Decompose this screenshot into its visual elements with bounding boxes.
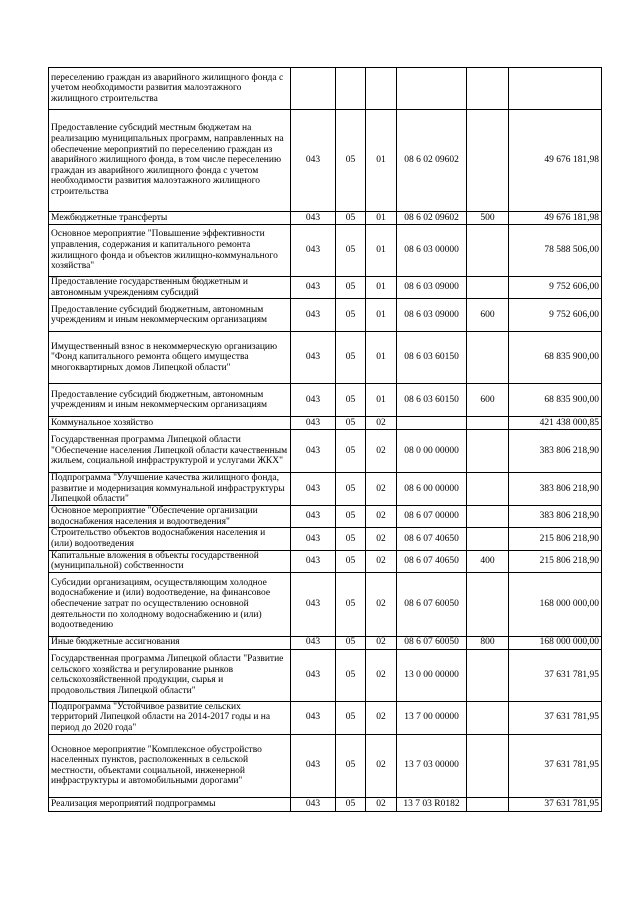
row-article-code: 08 6 03 00000 [397,225,467,277]
row-ministry-code: 043 [291,649,336,701]
table-row [49,701,602,734]
row-article-code: 13 7 03 R0182 [397,797,467,811]
row-name: Подпрограмма "Устойчивое развитие сельских территорий Липецкой области на 2014-2017 годы и на период до 2020 года" [49,701,291,734]
row-amount: 168 000 000,00 [509,572,602,636]
row-article-code: 08 6 02 09602 [397,110,467,212]
row-ministry-code: 043 [291,506,336,528]
row-article-code: 08 6 03 60150 [397,384,467,417]
table-row [49,636,602,649]
row-expense-type-code: 800 [467,636,509,649]
table-row [49,384,602,417]
row-expense-type-code [467,528,509,550]
row-subsection-code: 02 [366,506,397,528]
table-row [49,550,602,572]
row-expense-type-code [467,225,509,277]
row-expense-type-code [467,110,509,212]
row-amount: 383 806 218,90 [509,430,602,473]
row-amount [509,68,602,110]
row-amount: 78 588 506,00 [509,225,602,277]
row-expense-type-code [467,417,509,430]
table-row [49,430,602,473]
row-section-code: 05 [336,797,366,811]
table-row [49,212,602,225]
row-expense-type-code [467,649,509,701]
row-article-code: 08 6 07 60050 [397,636,467,649]
row-name: Предоставление субсидий бюджетным, автономным учреждениям и иным некоммерческим организациям [49,299,291,332]
row-section-code: 05 [336,528,366,550]
row-subsection-code: 02 [366,572,397,636]
row-expense-type-code [467,277,509,299]
row-amount: 215 806 218,90 [509,550,602,572]
row-expense-type-code [467,332,509,384]
row-expense-type-code: 600 [467,384,509,417]
row-subsection-code: 02 [366,473,397,506]
row-article-code: 08 6 03 60150 [397,332,467,384]
table-body [49,68,602,812]
row-expense-type-code: 400 [467,550,509,572]
row-expense-type-code [467,430,509,473]
row-section-code: 05 [336,384,366,417]
row-subsection-code: 02 [366,550,397,572]
table-row [49,332,602,384]
row-subsection-code: 01 [366,212,397,225]
row-amount: 37 631 781,95 [509,649,602,701]
row-amount: 215 806 218,90 [509,528,602,550]
row-article-code: 08 0 00 00000 [397,430,467,473]
row-section-code: 05 [336,212,366,225]
row-ministry-code: 043 [291,299,336,332]
row-ministry-code: 043 [291,417,336,430]
row-subsection-code: 01 [366,110,397,212]
row-subsection-code [366,68,397,110]
row-name: Межбюджетные трансферты [49,212,291,225]
row-section-code: 05 [336,572,366,636]
row-article-code: 08 6 03 09000 [397,299,467,332]
row-subsection-code: 02 [366,636,397,649]
row-article-code: 08 6 07 40650 [397,528,467,550]
row-section-code [336,68,366,110]
table-row [49,528,602,550]
row-name: Основное мероприятие "Комплексное обустройство населенных пунктов, расположенных в сельской местности, объектами социальной, инженерной инфраструктуры и автомобильными дорогами" [49,734,291,797]
row-name: Коммунальное хозяйство [49,417,291,430]
row-amount: 9 752 606,00 [509,277,602,299]
row-ministry-code: 043 [291,384,336,417]
row-subsection-code: 02 [366,649,397,701]
row-subsection-code: 01 [366,384,397,417]
row-section-code: 05 [336,277,366,299]
row-expense-type-code [467,572,509,636]
row-ministry-code [291,68,336,110]
row-article-code: 08 6 07 00000 [397,506,467,528]
row-article-code: 08 6 07 40650 [397,550,467,572]
row-subsection-code: 02 [366,797,397,811]
row-article-code [397,68,467,110]
row-amount: 37 631 781,95 [509,797,602,811]
row-expense-type-code [467,68,509,110]
row-expense-type-code [467,701,509,734]
row-section-code: 05 [336,332,366,384]
row-name: Государственная программа Липецкой области "Обеспечение населения Липецкой области качественным жильем, социальной инфраструктурой и услугами ЖКХ" [49,430,291,473]
row-ministry-code: 043 [291,528,336,550]
row-name: переселению граждан из аварийного жилищного фонда с учетом необходимости развития малоэтажного жилищного строительства [49,68,291,110]
row-section-code: 05 [336,506,366,528]
row-amount: 37 631 781,95 [509,734,602,797]
table-row [49,473,602,506]
row-expense-type-code: 600 [467,299,509,332]
row-ministry-code: 043 [291,212,336,225]
row-ministry-code: 043 [291,110,336,212]
row-name: Государственная программа Липецкой области "Развитие сельского хозяйства и регулирование рынков сельскохозяйственной продукции, сырья и продовольствия Липецкой области" [49,649,291,701]
table-row [49,417,602,430]
row-name: Подпрограмма "Улучшение качества жилищного фонда, развитие и модернизация коммунальной инфраструктуры Липецкой области" [49,473,291,506]
row-name: Субсидии организациям, осуществляющим холодное водоснабжение и (или) водоотведение, на финансовое обеспечение затрат по осуществлению основной деятельности по холодному водоснабжению и (или) водоотведению [49,572,291,636]
row-section-code: 05 [336,110,366,212]
row-amount: 68 835 900,00 [509,332,602,384]
row-ministry-code: 043 [291,701,336,734]
row-expense-type-code: 500 [467,212,509,225]
row-article-code: 13 0 00 00000 [397,649,467,701]
row-amount: 49 676 181,98 [509,212,602,225]
row-subsection-code: 01 [366,225,397,277]
row-name: Основное мероприятие "Обеспечение организации водоснабжения населения и водоотведения" [49,506,291,528]
row-section-code: 05 [336,649,366,701]
row-section-code: 05 [336,636,366,649]
row-ministry-code: 043 [291,473,336,506]
row-article-code: 13 7 03 00000 [397,734,467,797]
row-name: Капитальные вложения в объекты государственной (муниципальной) собственности [49,550,291,572]
row-article-code: 08 6 00 00000 [397,473,467,506]
table-row [49,572,602,636]
row-article-code: 08 6 03 09000 [397,277,467,299]
table-row [49,68,602,110]
row-amount: 421 438 000,85 [509,417,602,430]
row-ministry-code: 043 [291,550,336,572]
row-amount: 9 752 606,00 [509,299,602,332]
row-name: Предоставление государственным бюджетным и автономным учреждениям субсидий [49,277,291,299]
budget-table [48,67,602,812]
row-ministry-code: 043 [291,332,336,384]
row-ministry-code: 043 [291,277,336,299]
row-ministry-code: 043 [291,430,336,473]
row-article-code: 13 7 00 00000 [397,701,467,734]
row-subsection-code: 02 [366,417,397,430]
row-article-code: 08 6 07 60050 [397,572,467,636]
row-ministry-code: 043 [291,572,336,636]
row-section-code: 05 [336,299,366,332]
row-name: Реализация мероприятий подпрограммы [49,797,291,811]
row-subsection-code: 01 [366,299,397,332]
row-expense-type-code [467,473,509,506]
row-subsection-code: 01 [366,332,397,384]
table-row [49,797,602,811]
row-section-code: 05 [336,473,366,506]
row-amount: 383 806 218,90 [509,506,602,528]
row-section-code: 05 [336,430,366,473]
table-row [49,110,602,212]
table-row [49,299,602,332]
row-subsection-code: 02 [366,701,397,734]
row-section-code: 05 [336,550,366,572]
row-name: Предоставление субсидий местным бюджетам на реализацию муниципальных программ, направленных на обеспечение мероприятий по переселению граждан из аварийного жилищного фонда, в том числе переселению граждан из аварийного жилищного фонда с учетом необходимости развития малоэтажного жилищного строительства [49,110,291,212]
row-section-code: 05 [336,701,366,734]
row-amount: 168 000 000,00 [509,636,602,649]
row-amount: 68 835 900,00 [509,384,602,417]
row-section-code: 05 [336,225,366,277]
row-section-code: 05 [336,734,366,797]
table-row [49,649,602,701]
table-row [49,734,602,797]
row-amount: 37 631 781,95 [509,701,602,734]
row-subsection-code: 02 [366,430,397,473]
row-ministry-code: 043 [291,225,336,277]
row-name: Имущественный взнос в некоммерческую организацию "Фонд капитального ремонта общего имущества многоквартирных домов Липецкой области" [49,332,291,384]
row-subsection-code: 01 [366,277,397,299]
table-row [49,225,602,277]
row-article-code [397,417,467,430]
row-expense-type-code [467,734,509,797]
row-name: Строительство объектов водоснабжения населения и (или) водоотведения [49,528,291,550]
table-row [49,277,602,299]
row-ministry-code: 043 [291,797,336,811]
row-subsection-code: 02 [366,528,397,550]
row-expense-type-code [467,506,509,528]
row-ministry-code: 043 [291,636,336,649]
row-name: Иные бюджетные ассигнования [49,636,291,649]
row-name: Предоставление субсидий бюджетным, автономным учреждениям и иным некоммерческим организациям [49,384,291,417]
row-ministry-code: 043 [291,734,336,797]
table-row [49,506,602,528]
row-article-code: 08 6 02 09602 [397,212,467,225]
row-section-code: 05 [336,417,366,430]
row-expense-type-code [467,797,509,811]
row-subsection-code: 02 [366,734,397,797]
row-name: Основное мероприятие "Повышение эффективности управления, содержания и капитального ремонта жилищного фонда и объектов жилищно-коммунального хозяйства" [49,225,291,277]
row-amount: 49 676 181,98 [509,110,602,212]
row-amount: 383 806 218,90 [509,473,602,506]
